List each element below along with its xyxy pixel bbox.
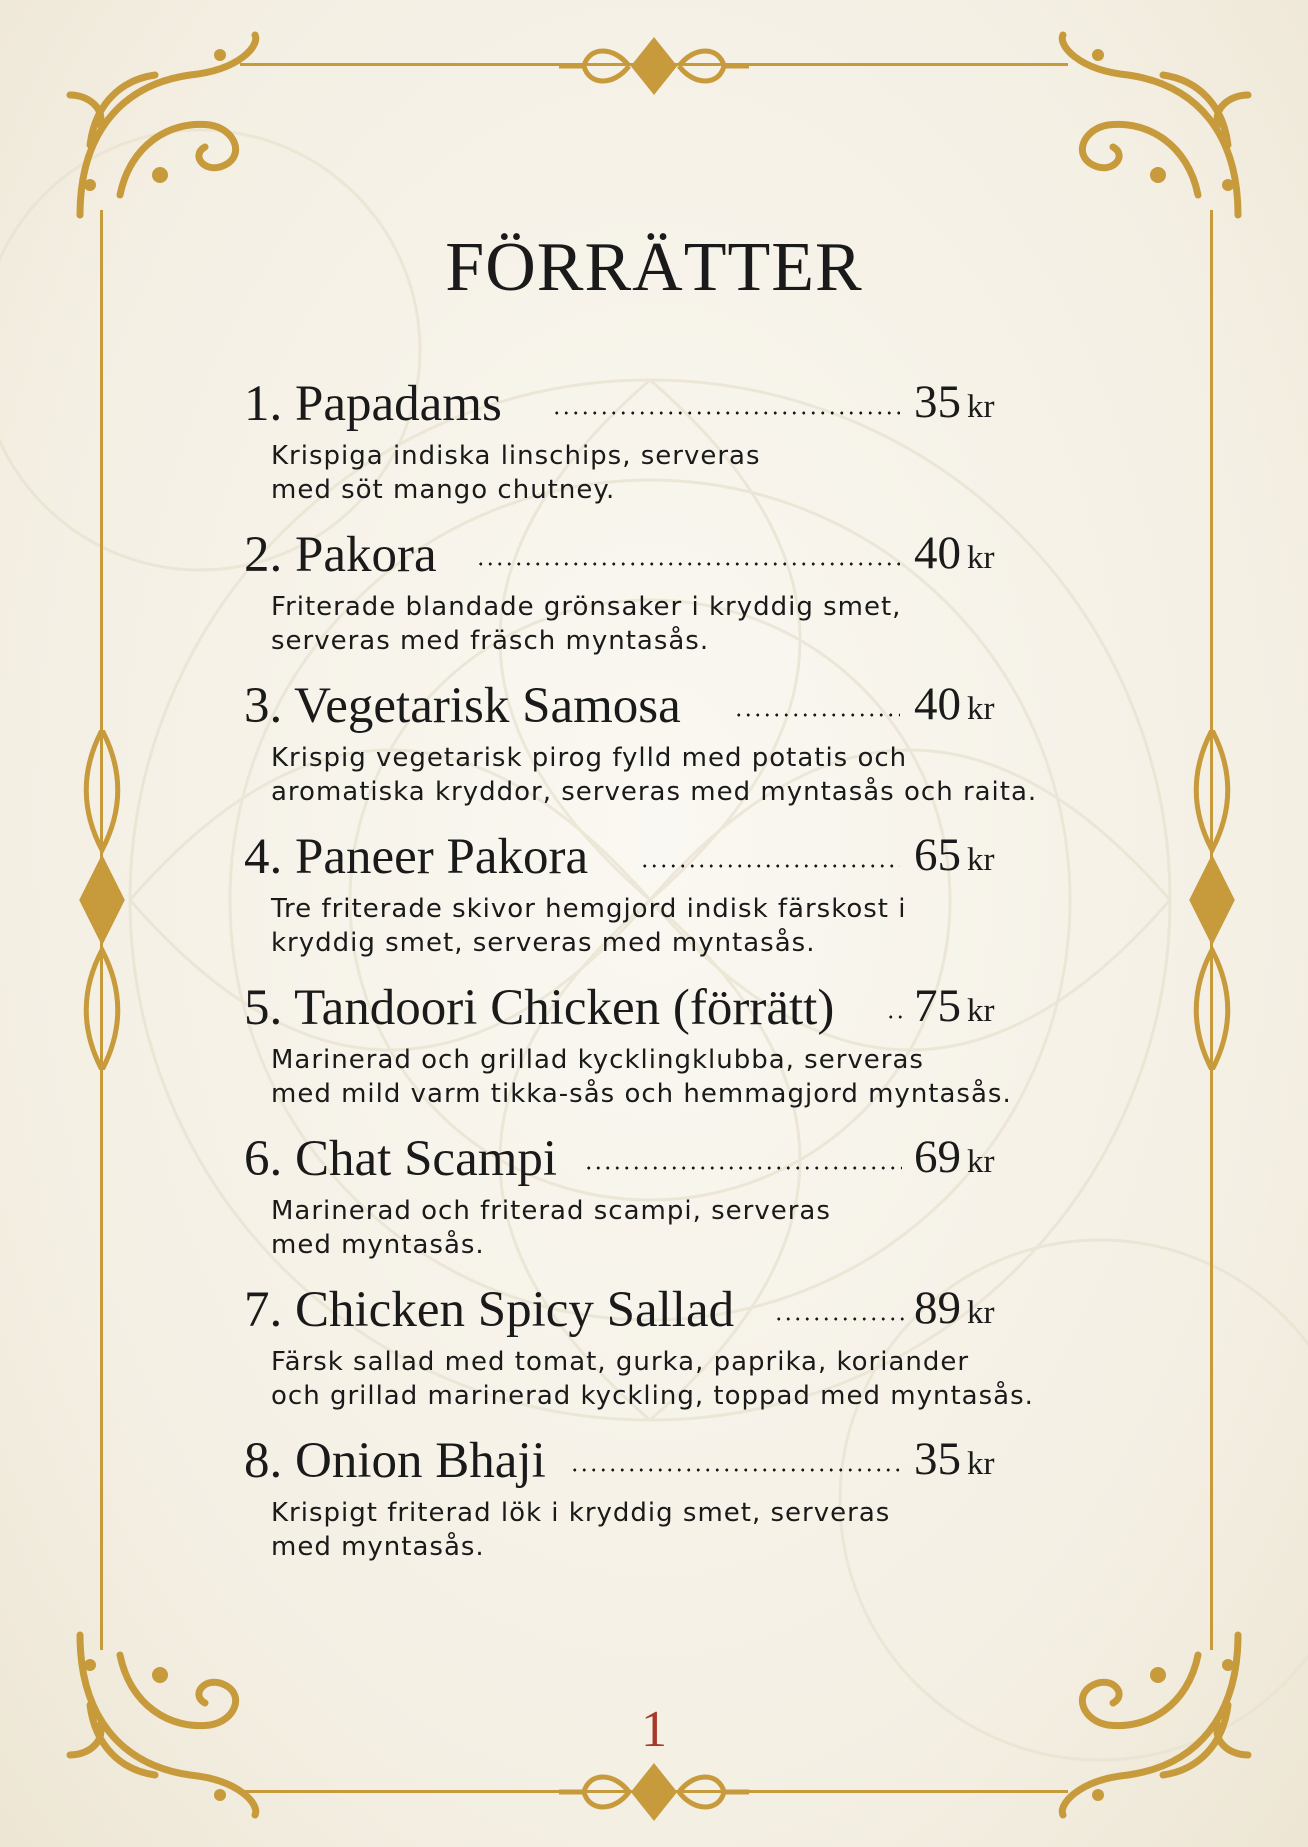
item-description: Krispigt friterad lök i kryddig smet, serveras med myntasås.: [271, 1498, 891, 1562]
left-side-ornament: [76, 730, 128, 1070]
leader-dots: [476, 562, 900, 566]
item-description: Tre friterade skivor hemgjord indisk färskost i kryddig smet, serveras med myntasås.: [271, 894, 907, 958]
item-description: Marinerad och grillad kycklingklubba, serveras med mild varm tikka-sås och hemmagjord myntasås.: [271, 1045, 1012, 1109]
item-price: 35 kr: [914, 1433, 995, 1485]
item-description: Krispig vegetarisk pirog fylld med potatis och aromatiska kryddor, serveras med myntasås och raita.: [271, 743, 1038, 807]
item-price: 89 kr: [914, 1282, 995, 1334]
item-name: 6. Chat Scampi: [244, 1131, 558, 1187]
corner-ornament-top-left: [60, 25, 270, 225]
item-name: 8. Onion Bhaji: [244, 1433, 546, 1489]
menu-item: [244, 677, 1038, 809]
leader-dots: [734, 713, 900, 717]
leader-dots: [774, 1317, 906, 1321]
item-name: 4. Paneer Pakora: [244, 829, 589, 885]
menu-title: FÖRRÄTTER: [445, 229, 863, 306]
item-description: Marinerad och friterad scampi, serveras med myntasås.: [271, 1196, 831, 1260]
menu-item: [244, 526, 1024, 658]
item-price: 69 kr: [914, 1131, 995, 1183]
page-number: 1: [641, 1701, 667, 1758]
item-price: 65 kr: [914, 829, 995, 881]
leader-dots: [640, 864, 900, 868]
item-description: Krispiga indiska linschips, serveras med söt mango chutney.: [271, 441, 761, 505]
leader-dots: [584, 1166, 902, 1170]
leader-dots: [886, 1015, 908, 1019]
bottom-center-ornament: [554, 1762, 754, 1822]
leader-dots: [570, 1468, 900, 1472]
item-name: 2. Pakora: [244, 527, 437, 583]
item-price: 40 kr: [914, 678, 995, 730]
right-side-ornament: [1186, 730, 1238, 1070]
item-name: 1. Papadams: [244, 376, 502, 432]
item-price: 75 kr: [914, 980, 995, 1032]
menu-item: [244, 828, 1024, 960]
menu-item: [244, 979, 1024, 1111]
menu-item: [244, 1281, 1034, 1413]
menu-item: [244, 1432, 1024, 1564]
menu-item: [244, 375, 1024, 507]
item-price: 40 kr: [914, 527, 995, 579]
item-name: 5. Tandoori Chicken (förrätt): [244, 980, 835, 1036]
item-name: 7. Chicken Spicy Sallad: [244, 1282, 735, 1338]
item-description: Färsk sallad med tomat, gurka, paprika, koriander och grillad marinerad kyckling, toppad med myntasås.: [271, 1347, 1034, 1411]
item-name: 3. Vegetarisk Samosa: [244, 678, 681, 734]
leader-dots: [552, 411, 900, 415]
item-price: 35 kr: [914, 376, 995, 428]
corner-ornament-top-right: [1048, 25, 1258, 225]
top-center-ornament: [554, 36, 754, 96]
menu-item: [244, 1130, 1024, 1262]
item-description: Friterade blandade grönsaker i kryddig smet, serveras med fräsch myntasås.: [271, 592, 902, 656]
